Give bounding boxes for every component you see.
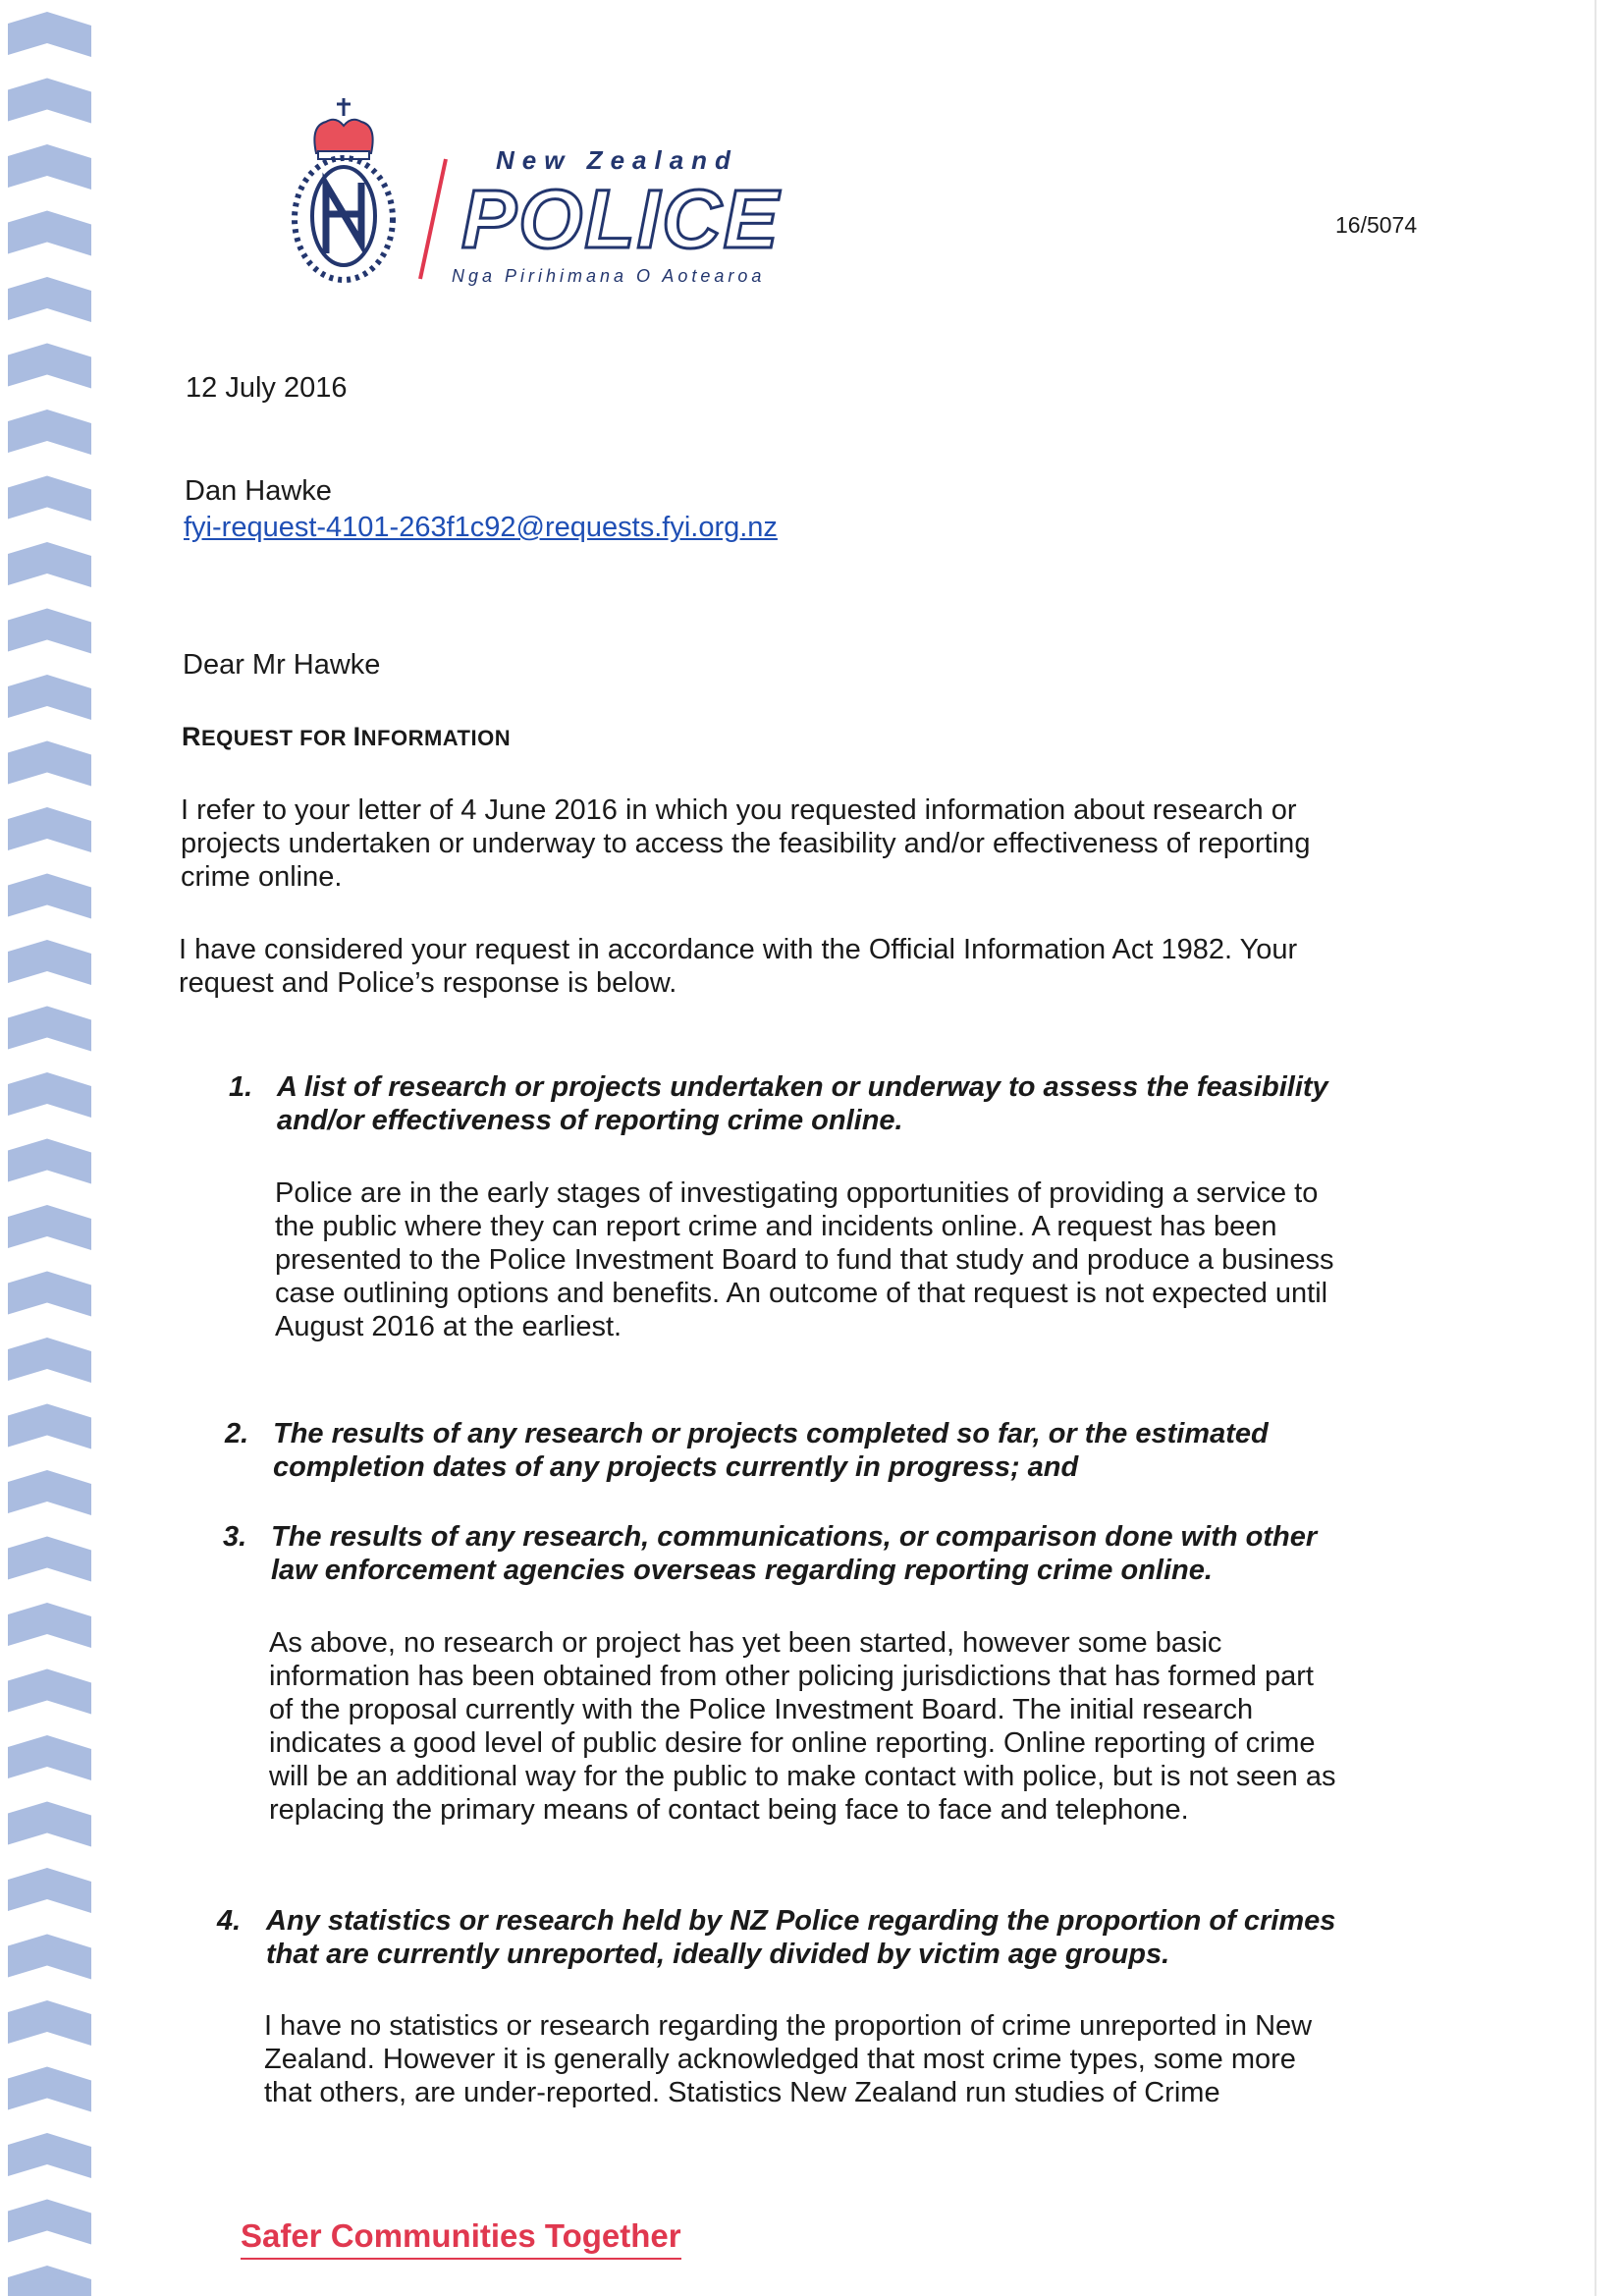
text-line: August 2016 at the earliest. [275, 1311, 622, 1342]
text-line: request and Police’s response is below. [179, 967, 677, 999]
text-line: replacing the primary means of contact being face to face and telephone. [269, 1794, 1189, 1826]
text-line: Zealand. However it is generally acknowledged that most crime types, some more [264, 2044, 1296, 2075]
chevron-icon [8, 1072, 91, 1118]
chevron-icon [8, 144, 91, 190]
chevron-icon [8, 675, 91, 720]
logo-maori-name: Nga Pirihimana O Aotearoa [452, 266, 766, 286]
chevron-icon [8, 1139, 91, 1184]
item-1-number: 1. [229, 1071, 253, 1103]
item-2-number: 2. [225, 1418, 249, 1449]
chevron-icon [8, 1272, 91, 1317]
salutation: Dear Mr Hawke [183, 649, 381, 681]
chevron-icon [8, 344, 91, 389]
chevron-icon [8, 542, 91, 587]
text-line: Any statistics or research held by NZ Police regarding the proportion of crimes [266, 1905, 1336, 1937]
text-line: indicates a good level of public desire for online reporting. Online reporting of crime [269, 1727, 1316, 1759]
chevron-icon [8, 1935, 91, 1980]
text-line: I refer to your letter of 4 June 2016 in which you requested information about research or [181, 794, 1297, 826]
item-2-question [273, 1417, 1269, 1484]
chevron-icon [8, 1470, 91, 1515]
item-4-question [266, 1904, 1335, 1971]
text-line: that others, are under-reported. Statistics New Zealand run studies of Crime [264, 2077, 1220, 2108]
chevron-icon [8, 1537, 91, 1582]
page-edge-line [1595, 0, 1596, 2296]
red-slash [414, 155, 454, 283]
chevron-icon [8, 1735, 91, 1780]
chevron-icon [8, 410, 91, 455]
police-logo [275, 96, 864, 293]
text-line: information has been obtained from other policing jurisdictions that has formed part [269, 1661, 1314, 1692]
chevron-icon [8, 1007, 91, 1052]
chevron-icon [8, 12, 91, 57]
text-line: that are currently unreported, ideally divided by victim age groups. [266, 1939, 1170, 1970]
chevron-icon [8, 2266, 91, 2296]
logo-police: POLICE [461, 173, 781, 265]
chevron-icon [8, 2133, 91, 2178]
text-line: law enforcement agencies overseas regarding reporting crime online. [271, 1555, 1213, 1586]
chevron-icon [8, 476, 91, 521]
chevron-icon [8, 79, 91, 124]
text-line: and/or effectiveness of reporting crime online. [277, 1105, 903, 1136]
text-line: As above, no research or project has yet been started, however some basic [269, 1627, 1222, 1659]
text-line: will be an additional way for the public to make contact with police, but is not seen as [269, 1761, 1336, 1792]
text-line: The results of any research or projects completed so far, or the estimated [273, 1418, 1269, 1449]
reference-number: 16/5074 [1335, 212, 1418, 238]
letter-heading: REQUEST FOR INFORMATION [182, 722, 512, 751]
text-line: The results of any research, communications, or comparison done with other [271, 1521, 1318, 1553]
response-2-3 [269, 1626, 1336, 1827]
text-line: presented to the Police Investment Board to fund that study and produce a business [275, 1244, 1334, 1276]
chevron-icon [8, 1404, 91, 1449]
chevron-icon [8, 874, 91, 919]
chevron-icon [8, 1802, 91, 1847]
intro-paragraph-1 [181, 793, 1310, 894]
chevron-icon [8, 1669, 91, 1715]
intro-paragraph-2 [179, 933, 1297, 1000]
letter-date: 12 July 2016 [186, 372, 348, 404]
chevron-icon [8, 1205, 91, 1250]
response-1 [275, 1176, 1334, 1343]
chevron-border-decoration [8, 0, 96, 2296]
logo-new-zealand: New Zealand [496, 145, 738, 175]
text-line: projects undertaken or underway to access the feasibility and/or effectiveness of reporting [181, 828, 1311, 859]
chevron-icon [8, 2067, 91, 2112]
text-line: the public where they can report crime and incidents online. A request has been [275, 1211, 1277, 1242]
chevron-icon [8, 2200, 91, 2245]
chevron-icon [8, 1338, 91, 1383]
item-1-question [277, 1070, 1328, 1137]
text-line: A list of research or projects undertaken or underway to assess the feasibility [277, 1071, 1328, 1103]
text-line: I have considered your request in accordance with the Official Information Act 1982. Your [179, 934, 1298, 965]
text-line: case outlining options and benefits. An outcome of that request is not expected until [275, 1278, 1328, 1309]
item-3-number: 3. [223, 1521, 247, 1553]
chevron-icon [8, 807, 91, 852]
chevron-icon [8, 277, 91, 322]
text-line: of the proposal currently with the Police Investment Board. The initial research [269, 1694, 1254, 1725]
chevron-icon [8, 1603, 91, 1648]
chevron-icon [8, 609, 91, 654]
chevron-icon [8, 1868, 91, 1913]
recipient-email-link[interactable]: fyi-request-4101-263f1c92@requests.fyi.org.nz [184, 512, 778, 543]
recipient-name: Dan Hawke [185, 475, 332, 507]
chevron-icon [8, 940, 91, 985]
item-4-number: 4. [217, 1905, 242, 1937]
item-3-question [271, 1520, 1317, 1587]
chevron-icon [8, 741, 91, 787]
chevron-icon [8, 211, 91, 256]
response-4 [264, 2009, 1312, 2109]
crest-icon [275, 96, 412, 293]
text-line: Police are in the early stages of investigating opportunities of providing a service to [275, 1177, 1319, 1209]
text-line: crime online. [181, 861, 343, 893]
text-line: completion dates of any projects currently in progress; and [273, 1451, 1079, 1483]
chevron-icon [8, 2000, 91, 2046]
text-line: I have no statistics or research regarding the proportion of crime unreported in New [264, 2010, 1313, 2042]
footer-slogan: Safer Communities Together [241, 2217, 681, 2260]
